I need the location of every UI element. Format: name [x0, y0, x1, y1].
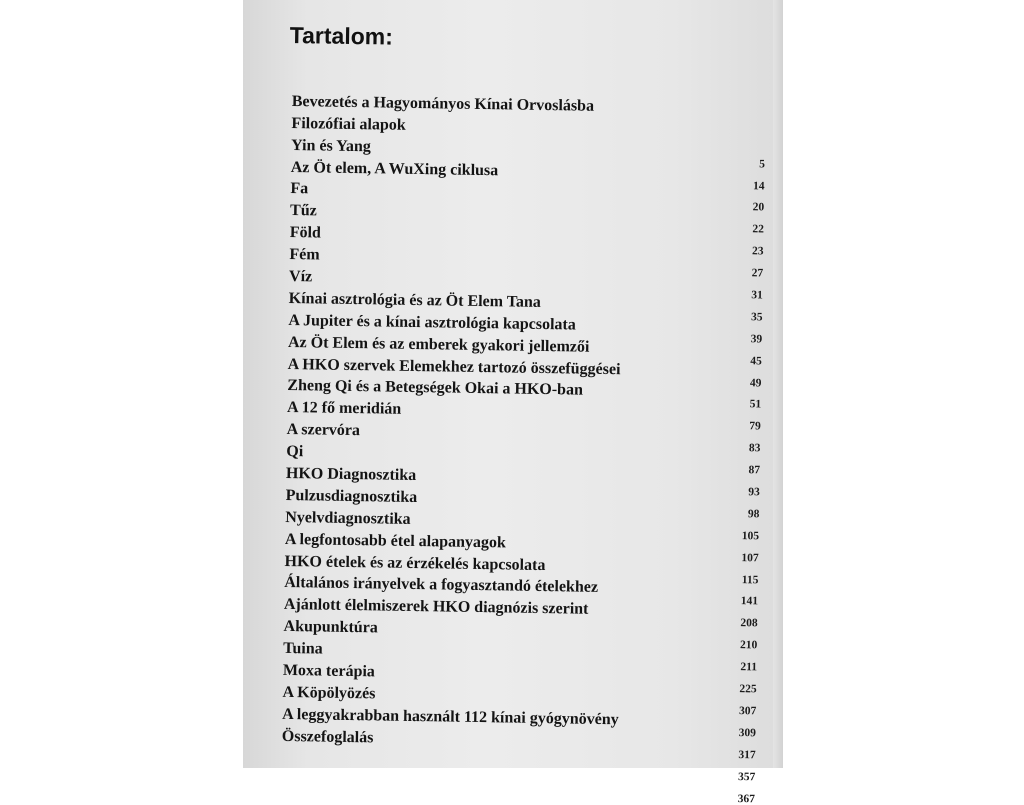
- toc-entry-title: A HKO szervek Elemekhez tartozó összefüggései: [287, 355, 621, 378]
- toc-entry-title: Általános irányelvek a fogyasztandó ételekhez: [284, 574, 599, 597]
- page-edge: [773, 0, 783, 768]
- toc-entry-page: 22: [752, 223, 764, 236]
- toc-entry-page: 49: [749, 376, 762, 389]
- toc-entry-page: 5: [759, 158, 766, 171]
- toc-entry-page: 211: [740, 661, 758, 674]
- toc-entry-title: Nyelvdiagnosztika: [285, 508, 411, 528]
- toc-entry-title: Víz: [288, 267, 313, 286]
- toc-entry-title: A szervóra: [286, 421, 361, 440]
- toc-entry-page: 31: [751, 289, 763, 302]
- toc-entry-title: Filozófiai alapok: [291, 114, 406, 134]
- toc-entry-page: 357: [737, 770, 756, 783]
- toc-entry-page: 141: [740, 595, 759, 608]
- toc-entry-title: Pulzusdiagnosztika: [285, 486, 418, 506]
- toc-entry-title: Fém: [289, 246, 320, 264]
- toc-entry-page: 51: [749, 398, 762, 411]
- toc-entry-title: A legfontosabb étel alapanyagok: [284, 530, 506, 552]
- toc-entry-title: A Jupiter és a kínai asztrológia kapcsolata: [288, 311, 576, 334]
- toc-entry-page: 93: [748, 486, 760, 499]
- toc-entry-page: 23: [751, 245, 764, 258]
- toc-entry-page: 45: [750, 354, 762, 368]
- toc-entry-title: Ajánlott élelmiszerek HKO diagnózis szerint: [283, 596, 589, 619]
- toc-entry-title: Fa: [290, 180, 309, 198]
- toc-entry-page: 307: [738, 705, 757, 718]
- toc-entry-page: 225: [739, 683, 757, 696]
- toc-entry-title: Qi: [286, 443, 304, 461]
- toc-entry-page: 317: [738, 748, 756, 762]
- toc-entry-title: Bevezetés a Hagyományos Kínai Orvoslásba: [291, 92, 595, 115]
- toc-entry-title: HKO Diagnosztika: [285, 464, 417, 485]
- toc-entry-title: A 12 fő meridián: [286, 399, 402, 419]
- toc-entry-page: 208: [740, 617, 758, 630]
- toc-entry-page: 39: [750, 333, 763, 346]
- toc-entry-title: Moxa terápia: [282, 661, 376, 681]
- toc-entry-page: 20: [752, 201, 765, 214]
- toc-entry-title: Az Öt elem, A WuXing ciklusa: [290, 158, 499, 179]
- toc-entry-page: 27: [751, 267, 764, 280]
- toc-entry-title: A Köpölyözés: [282, 683, 376, 703]
- toc-entry-page: 105: [741, 529, 760, 543]
- toc-entry-page: 79: [749, 420, 761, 433]
- toc-entry-page: 83: [748, 442, 761, 455]
- toc-entry-title: Zheng Qi és a Betegségek Okai a HKO-ban: [287, 377, 584, 400]
- toc-entry-title: A leggyakrabban használt 112 kínai gyógynövény: [282, 705, 619, 729]
- toc-entry-page: 210: [740, 639, 758, 652]
- toc-entry-title: Összefoglalás: [281, 727, 374, 747]
- toc-entry-page: 35: [750, 311, 763, 324]
- toc-entry-title: Az Öt Elem és az emberek gyakori jellemzői: [287, 333, 590, 356]
- toc-entry-page: 115: [741, 573, 759, 586]
- toc-entry-page: 98: [747, 508, 760, 521]
- toc-heading: Tartalom:: [289, 22, 394, 50]
- toc-entry-page: 14: [752, 179, 765, 192]
- toc-entry-title: Akupunktúra: [283, 618, 378, 637]
- toc-entry-title: Tűz: [289, 202, 317, 220]
- toc-entry-title: HKO ételek és az érzékelés kapcsolata: [284, 552, 546, 574]
- toc-entry-page: 87: [748, 464, 761, 477]
- toc-entry-page: 309: [738, 726, 757, 740]
- toc-entry-title: Tuina: [283, 640, 323, 658]
- toc-entry-title: Kínai asztrológia és az Öt Elem Tana: [288, 289, 542, 311]
- book-page: [243, 0, 783, 805]
- toc-entry-page: 107: [741, 551, 759, 565]
- toc-entry-title: Yin és Yang: [291, 136, 371, 155]
- toc-entry-title: Föld: [289, 224, 322, 242]
- toc-entry-page: 367: [737, 792, 756, 805]
- table-of-contents: [281, 91, 766, 805]
